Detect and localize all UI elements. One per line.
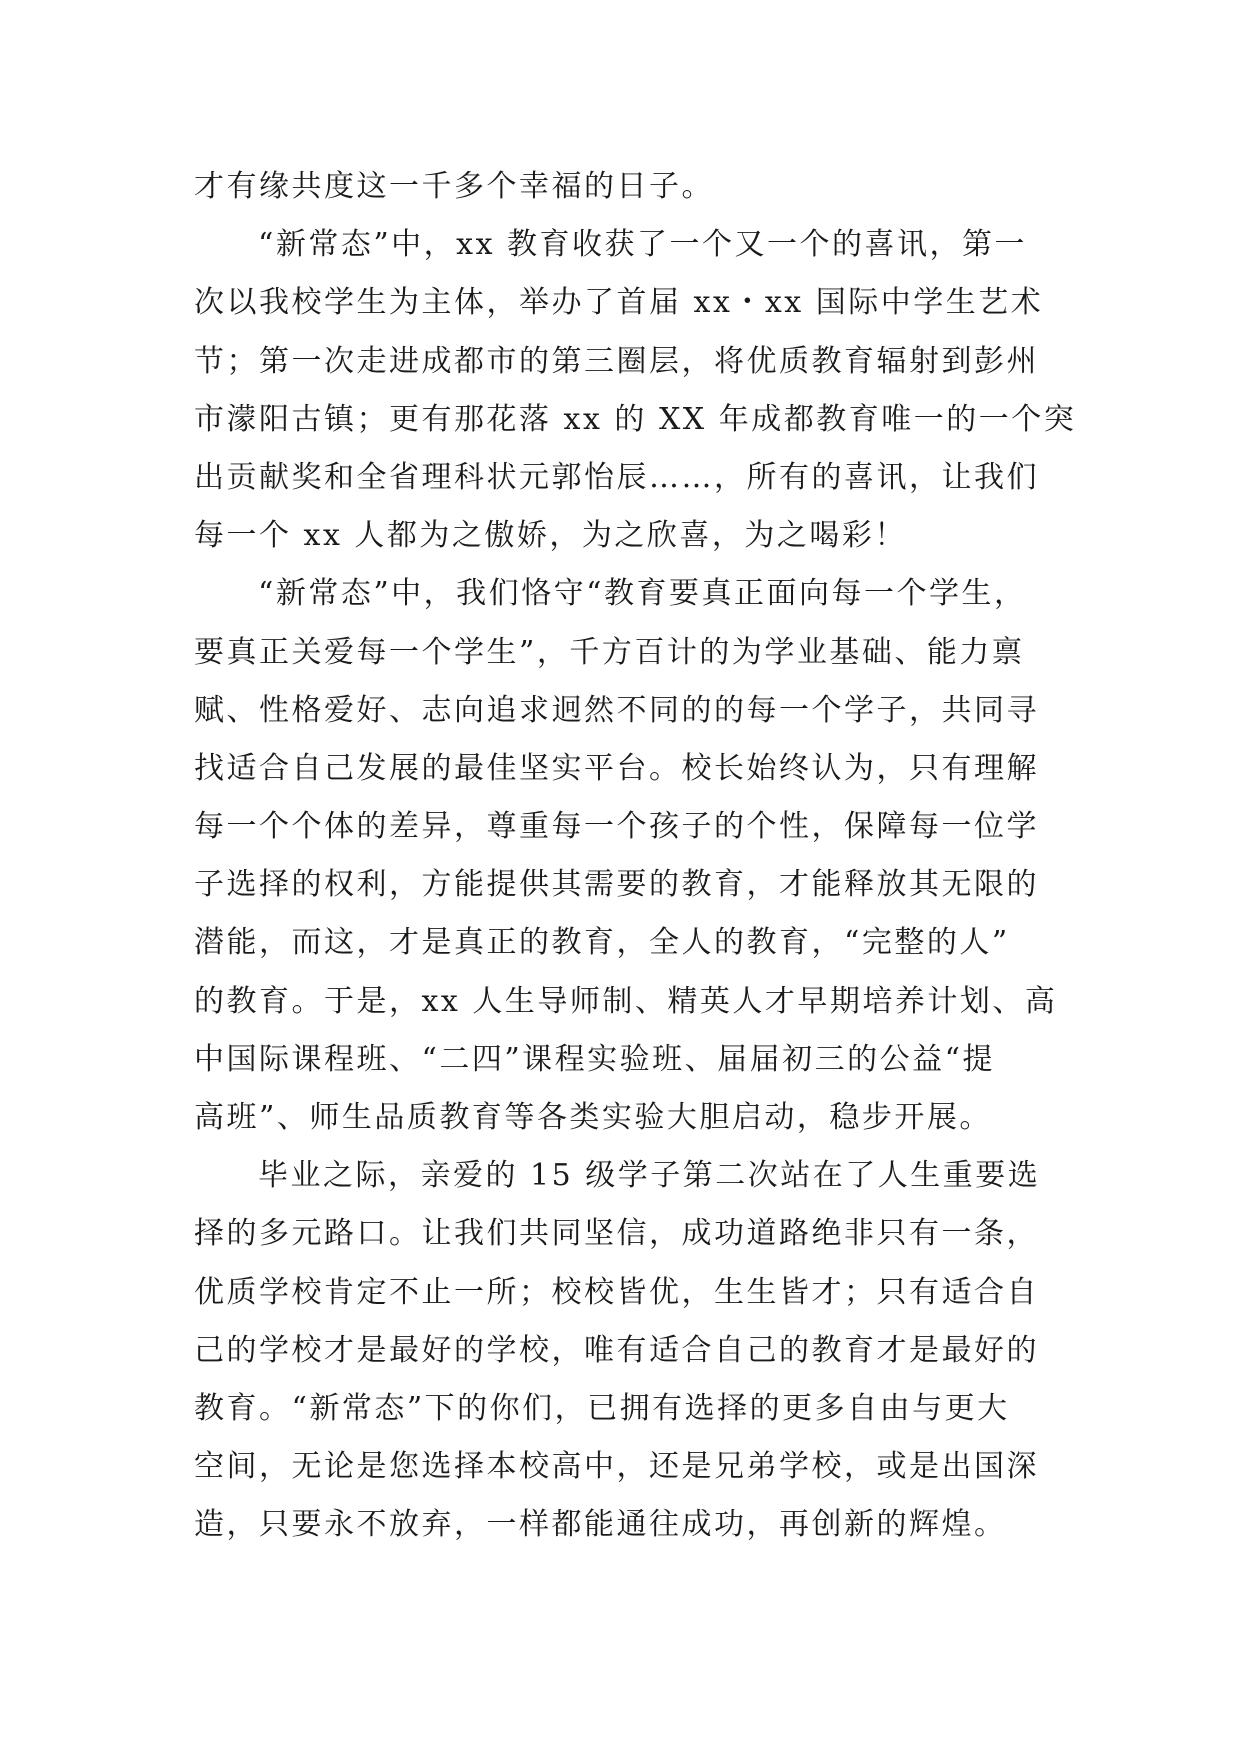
text-line: 造，只要永不放弃，一样都能通往成功，再创新的辉煌。	[194, 1507, 1007, 1543]
text-line: 空间，无论是您选择本校高中，还是兄弟学校，或是出国深	[194, 1449, 1039, 1485]
text-line: 潜能，而这，才是真正的教育，全人的教育，“完整的人”	[194, 925, 1010, 961]
text-line: 找适合自己发展的最佳坚实平台。校长始终认为，只有理解	[194, 750, 1039, 786]
text-line: 优质学校肯定不止一所；校校皆优，生生皆才；只有适合自	[194, 1274, 1039, 1310]
text-line: 中国际课程班、“二四”课程实验班、届届初三的公益“提	[194, 1041, 996, 1077]
text-line: 每一个 xx 人都为之傲娇，为之欣喜，为之喝彩！	[194, 518, 907, 554]
text-line: 才有缘共度这一千多个幸福的日子。	[194, 169, 714, 204]
text-line: 择的多元路口。让我们共同坚信，成功道路绝非只有一条，	[194, 1216, 1039, 1252]
body-text	[194, 158, 1077, 1555]
text-line: 子选择的权利，方能提供其需要的教育，才能释放其无限的	[194, 867, 1039, 903]
text-line: 己的学校才是最好的学校，唯有适合自己的教育才是最好的	[194, 1332, 1039, 1368]
text-line: “新常态”中，xx 教育收获了一个又一个的喜讯，第一	[258, 227, 1028, 263]
text-line: “新常态”中，我们恪守“教育要真正面向每一个学生，	[258, 576, 1027, 612]
text-line: 每一个个体的差异，尊重每一个孩子的个性，保障每一位学	[194, 809, 1039, 845]
text-line: 教育。“新常态”下的你们，已拥有选择的更多自由与更大	[194, 1390, 1010, 1426]
text-line: 次以我校学生为主体，举办了首届 xx・xx 国际中学生艺术	[194, 285, 1044, 321]
text-line: 毕业之际，亲爱的 15 级学子第二次站在了人生重要选	[258, 1158, 1041, 1194]
text-line: 出贡献奖和全省理科状元郭怡辰……，所有的喜讯，让我们	[194, 459, 1039, 495]
text-line: 市濛阳古镇；更有那花落 xx 的 XX 年成都教育唯一的一个突	[194, 401, 1077, 437]
text-line: 节；第一次走进成都市的第三圈层，将优质教育辐射到彭州	[194, 343, 1039, 379]
text-line: 要真正关爱每一个学生”，千方百计的为学业基础、能力禀	[194, 634, 1025, 670]
text-line: 的教育。于是，xx 人生导师制、精英人才早期培养计划、高	[194, 983, 1058, 1019]
text-line: 高班”、师生品质教育等各类实验大胆启动，稳步开展。	[194, 1100, 992, 1135]
text-line: 赋、性格爱好、志向追求迥然不同的的每一个学子，共同寻	[194, 692, 1039, 728]
